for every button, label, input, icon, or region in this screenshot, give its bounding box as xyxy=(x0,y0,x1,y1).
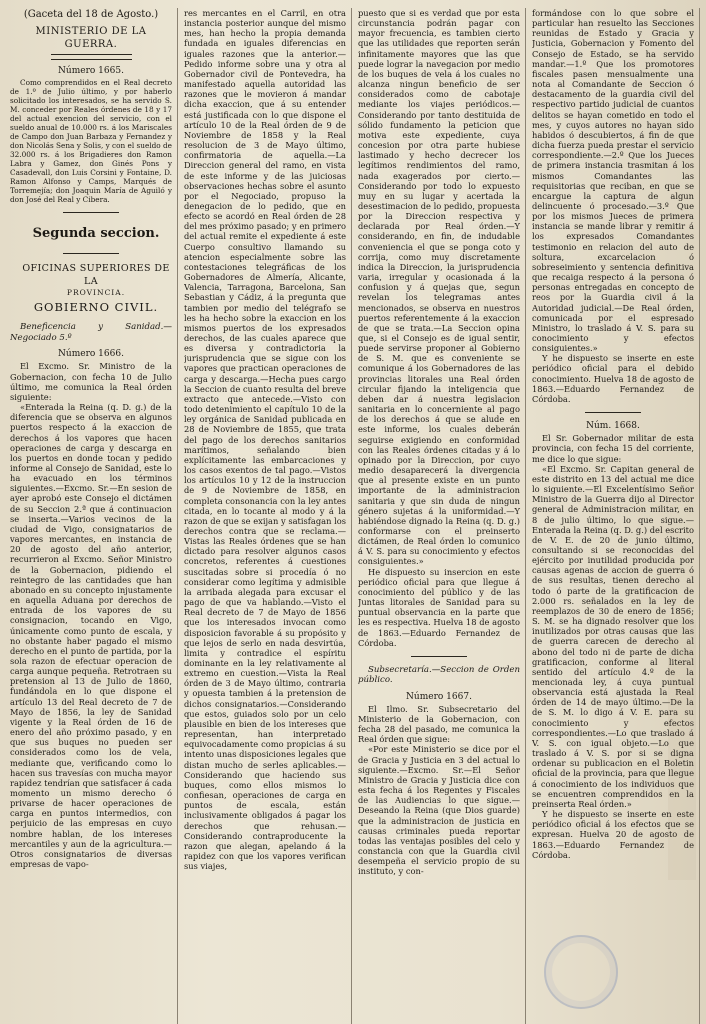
item-1667-intro: El Ilmo. Sr. Subsecretario del Ministerio de la Gobernacion, con fecha 28 del pasado, me comunica la Real órden que sigue: xyxy=(358,703,520,745)
gobierno-civil-heading: GOBIERNO CIVIL. xyxy=(33,300,159,315)
item-1665-text: Como comprendidos en el Real decreto de 1.º de Julio último, y por haberlo solicitado los interesados, se ha servido S. M. conceder por Reales órdenes de 18 y 17 del actual exencion del servicio, con el sueldo anual de 10.000 rs. á los Mariscales de Campo don Juan Barbaza y Fernandez y don Nicolás Sena y Solis, y con el sueldo de 32.000 rs. á los Brigadieres don Ramon Labra y Gamez, don Ginés Pons y Casadevall, don Luis Corsini y Fontaine, D. Ramon Alfonso y Camps, Marqués de Torremejía; don Joaquin María de Aguiló y don José del Real y Cibera. xyxy=(10,78,172,205)
separator-rule xyxy=(63,212,120,213)
item-1666-signature: He dispuesto su insercion en este periódico oficial para que llegue á conocimiento del público y de las Juntas litorales de Sanidad para su puntual observancia en la parte que les es respectiva. Huelva 18 de agosto de 1863.—Eduardo Fernandez de Córdoba. xyxy=(358,566,520,648)
double-rule xyxy=(51,54,132,60)
ministry-heading: MINISTERIO DE LA GUERRA. xyxy=(35,26,147,50)
subject-heading-2: Subsecretaría.—Seccion de Orden público. xyxy=(358,664,520,686)
item-number-1665: Número 1665. xyxy=(58,66,124,76)
item-1667-signature: Y he dispuesto se inserte en este periódico oficial para el debido conocimiento. Huelva 18 de agosto de 1863.—Eduardo Fernandez de Córdoba. xyxy=(532,353,694,404)
column-3 xyxy=(358,8,526,1024)
paper-stain xyxy=(668,620,696,880)
item-1666-conclusion: puesto que si es verdad que por esta circunstancia podrán pagar con mayor frecuencia, es tambien cierto que las utilidades que reporten serán infinitamente mayores que las que puede lograr la navegacion por medio de los buques de vela á los cuales no alcanza ningun beneficio de ser considerados como de cabotaje mediante los viajes periódicos.—Considerando por tanto destituida de sólido fundamento la peticion que motiva este expediente, cuya concesion por otra parte hubiese lastimado y hecho decrecer los legítimos rendimientos del ramo, nada exagerados por cierto.—Considerando por todo lo expuesto muy en su lugar y acertada la desestimacion de lo pedido, propuesta por la Direccion respectiva y declarada por Real órden.—Y considerando, en fin, de indudable conveniencia el que se ponga coto y corrija, como muy discretamente indica la Direccion, la jurisprudencia varia, irregular y ocasionada á la confusion y á quejas que, segun revelan los telegramas antes mencionados, se observa en nuestros puertos referentemente á la exaccion de que se trata.—La Seccion opina que, si el Consejo es de igual sentir, puede servirse proponer al Gobierno de S. M. que es conveniente se comunique á los Gobernadores de las provincias litorales una Real órden circular fijando la inteligencia que deben dar á nuestra legislacion sanitaria en lo concerniente al pago de los derechos á que se alude en este informe, los cuales deberán seguirse exigiendo en conformidad con las Reales órdenes citadas y á lo opinado por la Direccion, por cuyo medio desaparecerá la divergencia que al presente existe en un punto importante de la administracion sanitaria y que sin duda de ningun género sujetas á la uniformidad.—Y habiéndose dignado la Reina (q. D. g.) conformarse con el preinserto dictámen, de Real órden lo comunico á V. S. para su conocimiento y efectos consiguientes.» xyxy=(358,8,521,567)
item-1667-continued: formándose con lo que sobre el particular han resuelto las Secciones reunidas de Estado y Gracia y Justicia, Gobernacion y Fomento del Consejo de Estado, se ha servido mandar.—1.º Que los promotores fiscales pasen mensualmente una nota al Comandante de Seccion ó destacamento de la guardia civil del respectivo partido judicial de cuantos delitos se hayan cometido en todo el mes, y cuyos autores no hayan sido habidos ó descubiertos, á fin de que dicha fuerza pueda prestar el servicio correspondiente.—2.º Que los Jueces de primera instancia trasmitan á los mismos Comandantes las requisitorias que reciban, en que se encargue la captura de algun delincuente ó procesado.—3.º Que por los mismos Jueces de primera instancia se mande librar y remitir á los expresados Comandantes testimonio en relacion del auto de soltura, excarcelacion ó sobreseimiento y sentencia definitiva que recaiga respecto á la persona ó personas entregadas en concepto de reos por la Guardia civil á la Autoridad judicial.—De Real órden, comunicada por el espresado Ministro, lo traslado á V. S. para su conocimiento y efectos consiguientes.» xyxy=(532,8,694,354)
item-1666-body: «Enterada la Reina (q. D. g.) de la diferencia que se observa en algunos puertos respecto á la exaccion de derechos á los vapores que hacen operaciones de carga y descarga en los puertos en donde tocan y pedido informe al Consejo de Sanidad, este lo ha evacuado en los términos siguientes.—Excmo. Sr.—En sesion de ayer aprobó este Consejo el dictámen de su Seccion 2.ª que á continuacion se inserta.—Varios vecinos de la ciudad de Vigo, consignatarios de vapores mercantes, en instancia de 20 de agosto del año anterior, recurrieron al Excmo. Señor Ministro de la Gobernacion, pidiendo el reintegro de las cantidades que han abonado en su concepto injustamente en aquella Aduana por derechos de entrada de los vapores de su consignacion, tocando en Vigo, únicamente como punto de escala, y no obstante haber pagado el mismo derecho en el punto de partida, por la sola razon de efectuar operacion de carga aunque pequeña. Retrotraen su pretension al 13 de Julio de 1860, fundándola en lo que dispone el artículo 13 del Real decreto de 7 de Mayo de 1856, la ley de Sanidad vigente y la Real órden de 16 de enero del año próximo pasado, y en que sus buques no pueden ser considerados como los de vela, mediante que, verificando como lo hacen sus travesías con mucha mayor rapidez tendrían que satisfacer á cada momento un mismo derecho ó privarse de hacer operaciones de carga en puntos intermedios, con perjuicio de las empresas en cuyo nombre hablan, de los intereses mercantiles y aun de la agricultura.—Otros consignatarios de diversas empresas de vapo- xyxy=(10,402,172,870)
separator-rule-2 xyxy=(63,253,120,254)
item-1666-continued: res mercantes en el Carril, en otra instancia posterior aunque del mismo mes, han hecho la propia demanda fundada en iguales diferencias en iguales razones que la anterior.—Pedido informe sobre una y otra al Gobernador civil de Pontevedra, ha manifestado aquella autoridad las razones que le movieron á mandar dicha exaccion, que á su entender está justificada con lo que dispone el artículo 10 de la Real órden de 9 de Noviembre de 1858 y la Real resolucion de 3 de Mayo último, confirmatoria de aquella.—La Direccion general del ramo, en vista de este informe y de las juiciosas observaciones hechas sobre el asunto por el Negociado, propuso la denegacion de lo pedido, que en efecto se acordó en Real órden de 28 del mes próximo pasado; y en primero del actual remite el expediente á este Cuerpo consultivo llamando su atencion especialmente sobre las contestaciones telegráficas de los Gobernadores de Almería, Alicante, Valencia, Tarragona, Barcelona, San Sebastian y Cádiz, á la pregunta que tambien por medio del telégrafo se les ha hecho sobre la exaccion en los mismos puertos de los expresados derechos, de las cuales aparece que es diversa y contradictoria la jurisprudencia que se sigue con los vapores que practican operaciones de carga y descarga.—Hecha pues cargo la Seccion de cuanto resulta del breve extracto que antecede.—Visto con todo detenimiento el capítulo 10 de la ley orgánica de Sanidad publicada en 28 de Noviembre de 1855, que trata del pago de los derechos sanitarios marítimos, señalando bien explícitamente las embarcaciones y los casos exentos de tal pago.—Vistos los artículos 10 y 12 de la instruccion de 9 de Noviembre de 1858, en completa consonancia con la ley antes citada, en lo tocante al modo y á la razon de que se exijan y satisfagan los derechos contra que se reclama.—Vistas las Reales órdenes que se han dictado para resolver algunos casos concretos, referentes á cuestiones suscitadas sobre si procedía ó no considerar como legítima y admisible la arribada alegada para excusar el pago de que va hablando.—Visto el Real decreto de 7 de Mayo de 1856 que los interesados invocan como disposicion favorable á su propósito y que lejos de serlo en nada desvirtúa, limita y contradice el espíritu dominante en la ley relativamente al extremo en cuestion.—Vista la Real órden de 3 de Mayo último, contraria y opuesta tambien á la pretension de dichos consignatarios.—Considerando que estos, guiados solo por un celo plausible en bien de los intereses que representan, han interpretado equivocadamente como propicias á su intento unas disposiciones legales que distan mucho de serles aplicables.—Considerando que haciendo sus buques, como ellos mismos lo confiesan, operaciones de carga en puntos de escala, están inclusivamente obligados á pagar los derechos que rehusan.—Considerando contraproducente la razon que alegan, apelando á la rapidez con que los vapores verifican sus viajes, xyxy=(184,8,346,872)
item-1668-body: «El Excmo. Sr. Capitan general de este distrito en 13 del actual me dice lo siguiente.—El Excelentísimo Señor Ministro de la Guerra dijo al Director general de Administracion militar, en 8 de julio último, lo que sigue.—Enterada la Reina (q. D. g.) del escrito de V. E. de 20 de junio último, consultando si se reconocidas del ejército por inutilidad producida por causas agenas de accion de guerra ó de sus resultas, tienen derecho al todo ó parte de la gratificacion de 2.000 rs. señalados en la ley de reemplazos de 30 de enero de 1856; S. M. se ha dignado resolver que los inutilizados por otras causas que las de guerra carecen de derecho al abono del todo ni de parte de dicha gratificacion, conforme al literal sentido del artículo 4.º de la mencionada ley, á cuya puntual observancia está ajustada la Real órden de 14 de mayo último.—De la de S. M. lo digo á V. E. para su conocimiento y efectos correspondientes.—Lo que traslado á V. S. con igual objeto.—Lo que traslado á V. S. por si se digna ordenar su publicacion en el Boletin oficial de la provincia, para que llegue á conocimiento de los individuos que se encuentren comprendidos en la preinserta Real órden.» xyxy=(532,463,694,809)
offices-heading: OFICINAS SUPERIORES DE LA xyxy=(22,263,170,288)
section-heading: Segunda seccion. xyxy=(32,226,160,242)
separator-rule-3 xyxy=(411,656,468,657)
library-stamp xyxy=(544,935,618,1009)
column-2 xyxy=(184,8,352,1024)
item-1668-signature: Y he dispuesto se inserte en este periódico oficial á los efectos que se expresan. Huelva 20 de agosto de 1863.—Eduardo Fernandez de Córdoba. xyxy=(532,809,694,860)
subject-heading: Beneficencia y Sanidad.—Negociado 5.º xyxy=(10,322,172,343)
item-1667-body: «Por este Ministerio se dice por el de Gracia y Justicia en 3 del actual lo siguiente.—Excmo. Sr.—El Señor Ministro de Gracia y Justicia dice con esta fecha á los Regentes y Fiscales de las Audiencias lo que sigue.—Deseando la Reina (que Dios guarde) que la administracion de justicia en causas criminales pueda reportar todas las ventajas posibles del celo y constancia con que la Guardia civil desempeña el servicio propio de su instituto, y con- xyxy=(358,744,520,877)
province-heading: PROVINCIA. xyxy=(66,288,126,298)
item-1668-intro: El Sr. Gobernador militar de esta provincia, con fecha 15 del corriente, me dice lo que sigue: xyxy=(532,433,694,464)
item-number-1668: Núm. 1668. xyxy=(586,421,640,432)
item-1666-intro: El Excmo. Sr. Ministro de la Gobernacion, con fecha 10 de Julio último, me comunica la Real órden siguiente: xyxy=(10,361,172,402)
item-number-1666: Número 1666. xyxy=(58,349,124,360)
column-1 xyxy=(10,8,178,1024)
separator-rule-4 xyxy=(585,412,642,413)
gazette-date-header: (Gaceta del 18 de Agosto.) xyxy=(23,9,159,20)
item-number-1667: Número 1667. xyxy=(406,691,472,702)
